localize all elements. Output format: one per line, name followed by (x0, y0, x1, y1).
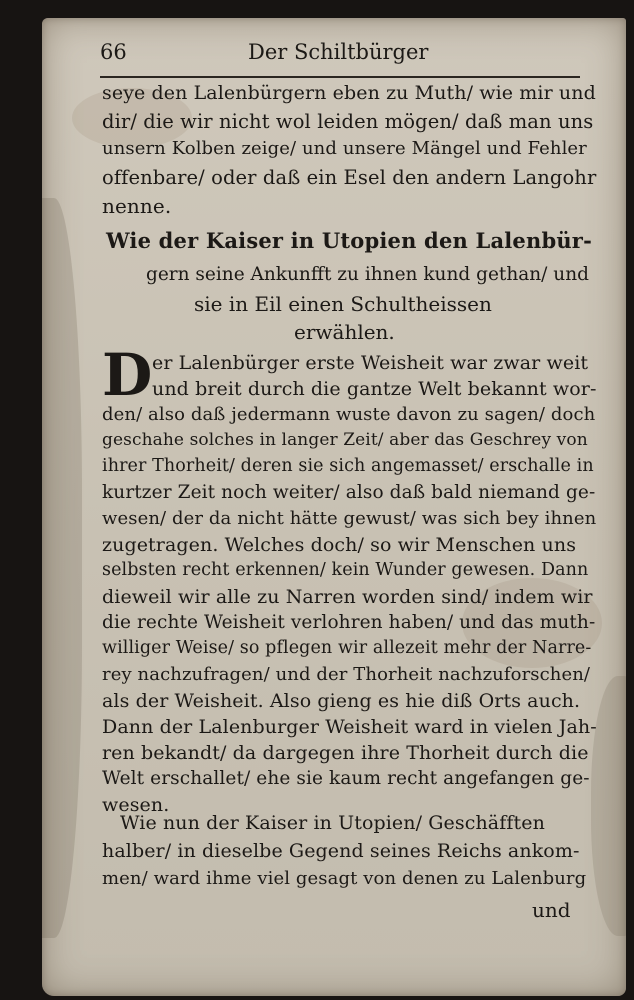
text-line: dieweil wir alle zu Narren worden sind/ indem wir (102, 586, 593, 608)
text-line: williger Weise/ so pflegen wir allezeit mehr der Narre- (102, 638, 592, 658)
page-header (100, 32, 580, 72)
catchword: und (532, 898, 571, 922)
text-line: ihrer Thorheit/ deren sie sich angemasset/ erschalle in (102, 456, 594, 476)
text-line: men/ ward ihme viel gesagt von denen zu Lalenburg (102, 868, 587, 889)
text-line: wesen/ der da nicht hätte gewust/ was sich bey ihnen (102, 508, 597, 529)
page-number: 66 (100, 40, 127, 64)
text-line: dir/ die wir nicht wol leiden mögen/ daß man uns (102, 110, 594, 133)
text-line: geschahe solches in langer Zeit/ aber das Geschrey von (102, 430, 588, 450)
chapter-heading-line: gern seine Ankunfft zu ihnen kund gethan/ und (146, 264, 589, 285)
chapter-heading-line: erwählen. (294, 320, 395, 344)
text-line: Welt erschallet/ ehe sie kaum recht angefangen ge- (102, 768, 590, 789)
text-line: den/ also daß jedermann wuste davon zu sagen/ doch (102, 404, 596, 425)
text-line: er Lalenbürger erste Weisheit war zwar weit (152, 352, 589, 374)
text-line: die rechte Weisheit verlohren haben/ und das muth- (102, 612, 596, 633)
text-line: unsern Kolben zeige/ und unsere Mängel und Fehler (102, 138, 587, 159)
chapter-heading-line: sie in Eil einen Schultheissen (194, 292, 492, 316)
header-rule (100, 76, 580, 78)
text-line: ren bekandt/ da dargegen ihre Thorheit durch die (102, 742, 589, 764)
chapter-heading-line: Wie der Kaiser in Utopien den Lalenbür- (106, 228, 592, 253)
text-line: rey nachzufragen/ und der Thorheit nachzuforschen/ (102, 664, 591, 685)
text-line: selbsten recht erkennen/ kein Wunder gewesen. Dann (102, 560, 589, 580)
text-line: Wie nun der Kaiser in Utopien/ Geschäfften (120, 812, 545, 834)
text-line: kurtzer Zeit noch weiter/ also daß bald niemand ge- (102, 482, 596, 503)
text-line: nenne. (102, 194, 172, 218)
text-line: Dann der Lalenburger Weisheit ward in vielen Jah- (102, 716, 597, 738)
dropcap: D (102, 341, 153, 409)
text-line: wesen. (102, 794, 170, 816)
text-line: als der Weisheit. Also gieng es hie diß Orts auch. (102, 690, 581, 712)
text-line: zugetragen. Welches doch/ so wir Menschen uns (102, 534, 577, 556)
text-line: und breit durch die gantze Welt bekannt wor- (152, 378, 597, 400)
book-page (42, 18, 626, 996)
text-line: offenbare/ oder daß ein Esel den andern Langohr (102, 166, 597, 189)
text-line: halber/ in dieselbe Gegend seines Reichs ankom- (102, 840, 580, 862)
text-line: seye den Lalenbürgern eben zu Muth/ wie mir und (102, 82, 596, 104)
running-head: Der Schiltbürger (248, 40, 429, 64)
